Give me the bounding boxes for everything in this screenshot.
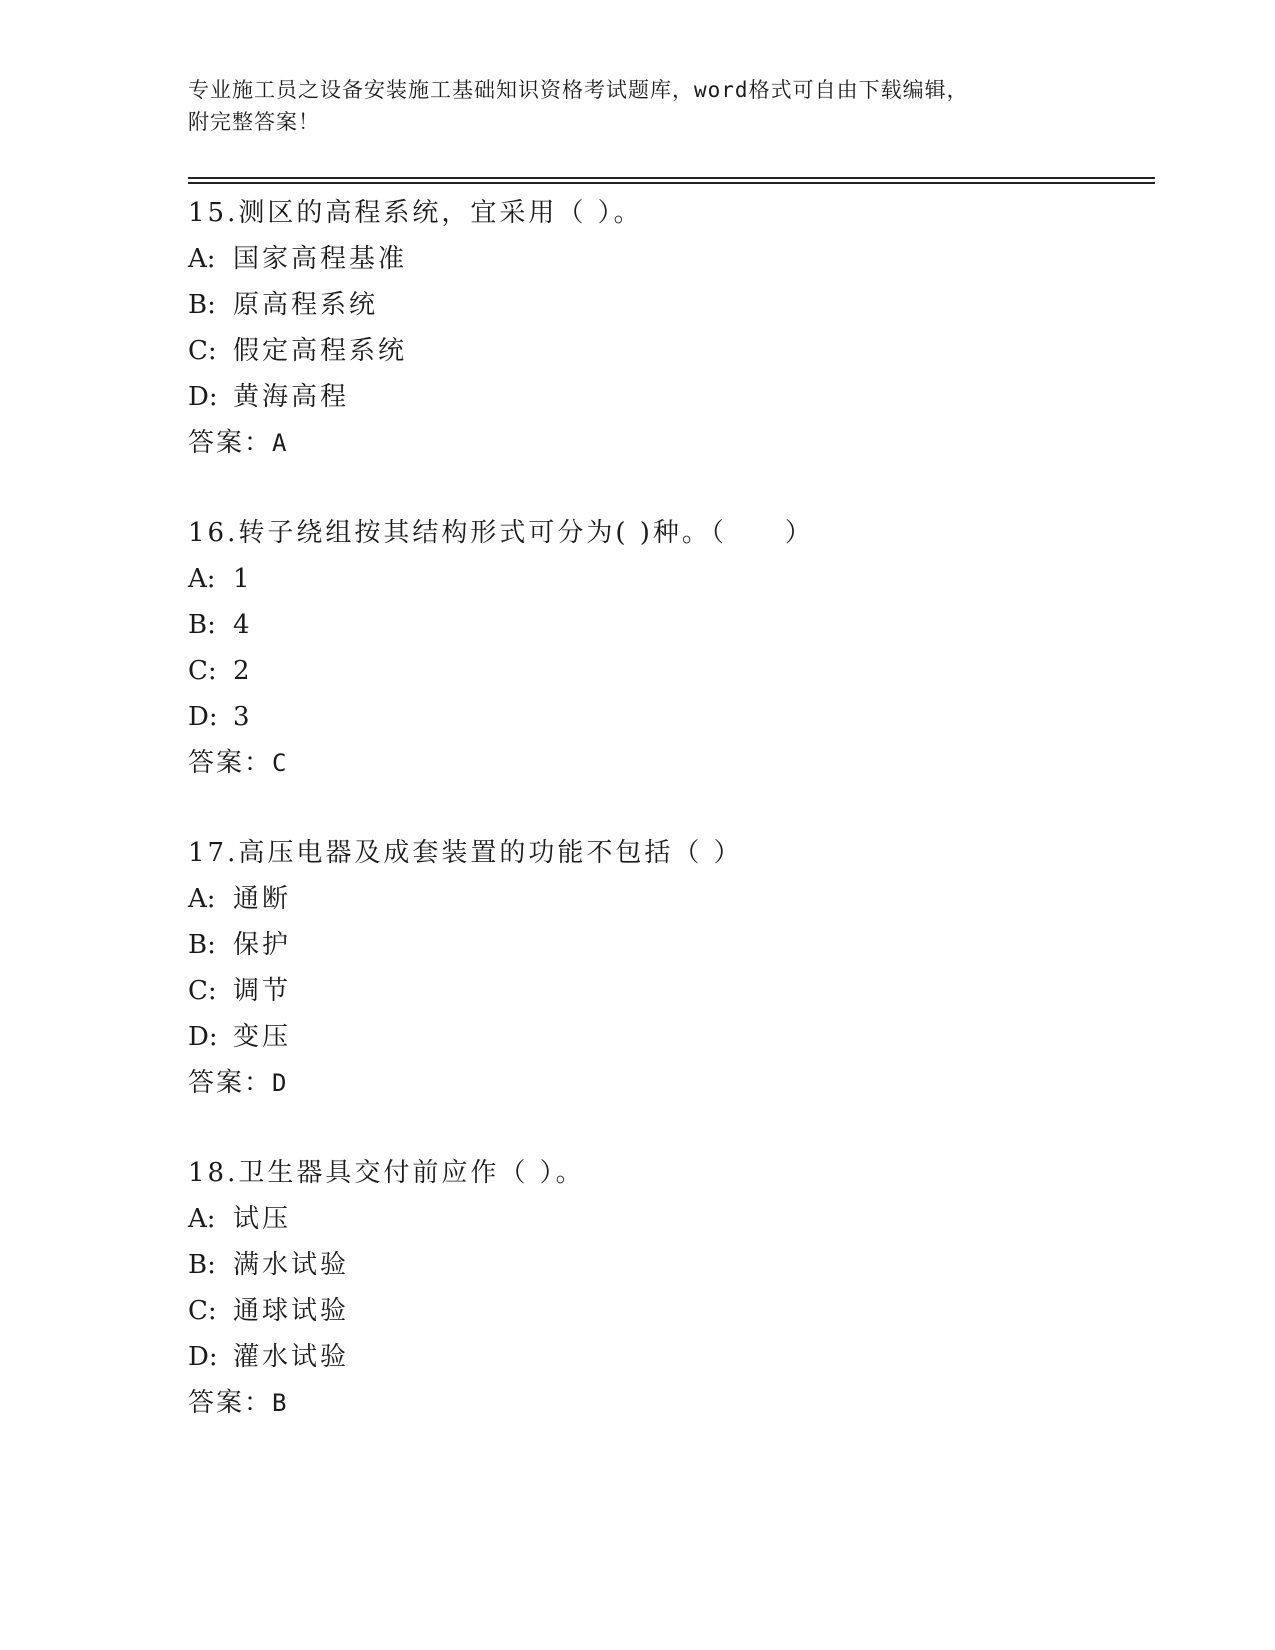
option-letter: D: xyxy=(188,1022,218,1052)
answer-label: 答案： xyxy=(188,748,273,778)
option-letter: C: xyxy=(188,656,217,686)
option-text: 原高程系统 xyxy=(233,290,379,320)
answer-line xyxy=(188,1380,1168,1426)
answer-line xyxy=(188,740,1168,786)
question-15 xyxy=(188,190,1168,466)
question-stem: 18.卫生器具交付前应作（ ）。 xyxy=(188,1158,585,1188)
option-a xyxy=(188,236,1168,282)
option-text: 3 xyxy=(233,702,253,732)
option-a xyxy=(188,876,1168,922)
option-letter: C: xyxy=(188,336,217,366)
answer-value: C xyxy=(272,749,287,777)
answer-value: A xyxy=(272,429,287,457)
option-text: 变压 xyxy=(233,1022,292,1052)
question-17 xyxy=(188,830,1168,1106)
option-text: 通球试验 xyxy=(233,1296,350,1326)
option-b xyxy=(188,602,1168,648)
option-text: 2 xyxy=(233,656,253,686)
answer-label: 答案： xyxy=(188,1068,273,1098)
question-stem: 15.测区的高程系统，宜采用（ ）。 xyxy=(188,198,643,228)
option-letter: D: xyxy=(188,1342,218,1372)
option-d xyxy=(188,1334,1168,1380)
option-letter: A: xyxy=(188,1204,216,1234)
option-text: 黄海高程 xyxy=(233,382,350,412)
option-text: 假定高程系统 xyxy=(233,336,408,366)
header-line-2: 附完整答案！ xyxy=(188,110,320,134)
option-d xyxy=(188,374,1168,420)
header-line-1: 专业施工员之设备安装施工基础知识资格考试题库，word格式可自由下载编辑， xyxy=(188,78,969,102)
option-text: 4 xyxy=(233,610,253,640)
option-text: 调节 xyxy=(233,976,292,1006)
option-letter: C: xyxy=(188,1296,217,1326)
option-text: 灌水试验 xyxy=(233,1342,350,1372)
option-text: 满水试验 xyxy=(233,1250,350,1280)
answer-value: B xyxy=(272,1389,287,1417)
option-c xyxy=(188,968,1168,1014)
answer-line xyxy=(188,1060,1168,1106)
answer-line xyxy=(188,420,1168,466)
option-text: 保护 xyxy=(233,930,292,960)
option-letter: B: xyxy=(188,610,216,640)
option-letter: A: xyxy=(188,244,216,274)
option-d xyxy=(188,1014,1168,1060)
option-letter: A: xyxy=(188,564,216,594)
option-letter: B: xyxy=(188,290,216,320)
option-c xyxy=(188,648,1168,694)
option-letter: A: xyxy=(188,884,216,914)
answer-label: 答案： xyxy=(188,428,273,458)
option-text: 国家高程基准 xyxy=(233,244,408,274)
answer-label: 答案： xyxy=(188,1388,273,1418)
option-c xyxy=(188,1288,1168,1334)
option-c xyxy=(188,328,1168,374)
option-letter: B: xyxy=(188,930,216,960)
option-letter: B: xyxy=(188,1250,216,1280)
option-b xyxy=(188,922,1168,968)
option-b xyxy=(188,282,1168,328)
option-a xyxy=(188,556,1168,602)
question-16 xyxy=(188,510,1168,786)
option-text: 通断 xyxy=(233,884,292,914)
header-divider-top xyxy=(188,177,1155,179)
option-b xyxy=(188,1242,1168,1288)
question-18 xyxy=(188,1150,1168,1426)
option-letter: C: xyxy=(188,976,217,1006)
option-letter: D: xyxy=(188,702,218,732)
question-stem: 16.转子绕组按其结构形式可分为( )种。（ ） xyxy=(188,518,814,548)
option-d xyxy=(188,694,1168,740)
header-divider-bottom xyxy=(188,182,1155,184)
option-text: 1 xyxy=(233,564,253,594)
option-text: 试压 xyxy=(233,1204,292,1234)
document-header xyxy=(188,74,1068,138)
option-letter: D: xyxy=(188,382,218,412)
question-stem: 17.高压电器及成套装置的功能不包括（ ） xyxy=(188,838,743,868)
option-a xyxy=(188,1196,1168,1242)
answer-value: D xyxy=(272,1069,287,1097)
